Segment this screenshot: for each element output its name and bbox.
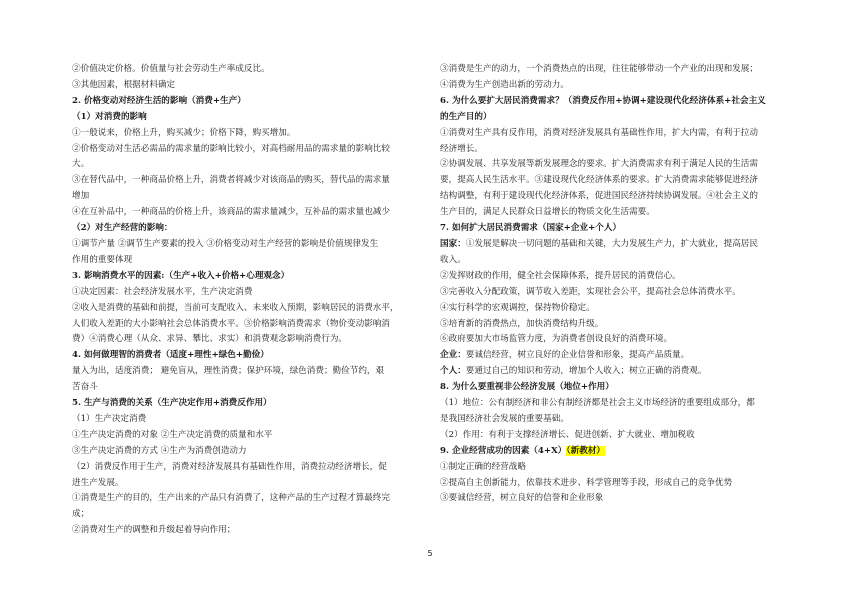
line-text: ①消费对生产具有反作用，消费对经济发展具有基础性作用，扩大内需，有利于拉动 xyxy=(440,127,758,138)
text-line xyxy=(440,348,794,364)
text-line xyxy=(440,237,794,253)
section-heading xyxy=(72,94,422,110)
line-text: 费）④消费心理（从众、求异、攀比、求实）和消费观念影响消费行为。 xyxy=(72,334,348,345)
text-line xyxy=(72,189,422,205)
text-line xyxy=(72,428,422,444)
text-line xyxy=(440,126,794,142)
left-column xyxy=(72,62,422,539)
text-line xyxy=(72,173,422,189)
new-textbook-highlight: （新教材） xyxy=(566,445,606,456)
text-line xyxy=(440,460,794,476)
line-text: 增加 xyxy=(72,191,90,202)
text-line xyxy=(72,237,422,253)
line-text: 结构调整，有利于建设现代化经济体系，促进国民经济持续协调发展。④社会主义的 xyxy=(440,191,758,202)
line-text: 进生产发展。 xyxy=(72,477,124,488)
lead-label: 国家： xyxy=(440,238,466,249)
line-text: 是我国经济社会发展的重要基础。 xyxy=(440,413,569,424)
line-text: 成； xyxy=(72,509,90,520)
line-text: 经济增长。 xyxy=(440,143,483,154)
line-text: （1）对消费的影响 xyxy=(72,111,147,122)
text-line xyxy=(72,62,422,78)
line-text: 2. 价格变动对经济生活的影响（消费+生产） xyxy=(72,95,246,106)
line-text: ③完善收入分配政策，调节收入差距，实现社会公平，提高社会总体消费水平。 xyxy=(440,286,741,297)
line-text: 苦奋斗 xyxy=(72,382,98,393)
line-text: 大。 xyxy=(72,159,90,170)
line-text: （1）地位：公有制经济和非公有制经济都是社会主义市场经济的重要组成部分，都 xyxy=(440,398,755,409)
line-text: （1）生产决定消费 xyxy=(72,413,147,424)
line-text: ①制定正确的经营战略 xyxy=(440,461,526,472)
line-text: ③要诚信经营，树立良好的信誉和企业形象 xyxy=(440,493,604,504)
line-text: （2）对生产经营的影响： xyxy=(72,223,173,234)
line-text: ④实行科学的宏观调控，保持物价稳定。 xyxy=(440,302,595,313)
line-text: 9. 企业经营成功的因素（4+X） xyxy=(440,445,567,456)
text-line xyxy=(72,412,422,428)
line-text: 要，提高人民生活水平。③建设现代化经济体系的要求。扩大消费需求能够促进经济 xyxy=(440,175,758,186)
right-column xyxy=(440,62,794,507)
section-heading xyxy=(440,221,794,237)
text-line xyxy=(72,380,422,396)
section-heading xyxy=(72,110,422,126)
text-line xyxy=(440,428,794,444)
line-text: ③在替代品中，一种商品价格上升，消费者将减少对该商品的购买，替代品的需求量 xyxy=(72,175,390,186)
line-text: 4. 如何做理智的消费者（适度+理性+绿色+勤俭） xyxy=(72,350,269,361)
text-line xyxy=(72,476,422,492)
text-line xyxy=(440,301,794,317)
line-text: （2）消费反作用于生产，消费对经济发展具有基础性作用，消费拉动经济增长，促 xyxy=(72,461,387,472)
section-heading xyxy=(72,396,422,412)
text-line xyxy=(440,476,794,492)
text-line xyxy=(72,317,422,333)
line-text: 个人：要通过自己的知识和劳动，增加个人收入；树立正确的消费观。 xyxy=(440,366,707,377)
text-line xyxy=(72,157,422,173)
line-text: ⑤培育新的消费热点，加快消费结构升级。 xyxy=(440,318,604,329)
text-line xyxy=(72,142,422,158)
text-line xyxy=(440,269,794,285)
line-text: 生产目的，满足人民群众日益增长的物质文化生活需要。 xyxy=(440,207,655,218)
section-heading xyxy=(72,221,422,237)
line-text: 5. 生产与消费的关系（生产决定作用+消费反作用） xyxy=(72,398,272,409)
lead-label: 个人： xyxy=(440,366,466,377)
line-text: ②发挥财政的作用，健全社会保障体系，提升居民的消费信心。 xyxy=(440,270,681,281)
line-text: 6. 为什么要扩大居民消费需求？（消费反作用+协调+建设现代化经济体系+社会主义 xyxy=(440,95,766,106)
text-line xyxy=(72,507,422,523)
text-line xyxy=(72,285,422,301)
text-line xyxy=(72,126,422,142)
line-text: 作用的重要体现 xyxy=(72,254,133,265)
text-line xyxy=(440,173,794,189)
text-line xyxy=(72,460,422,476)
page-number: 5 xyxy=(427,549,433,558)
line-text: 人们收入差距的大小影响社会总体消费水平。③价格影响消费需求（物价变动影响消 xyxy=(72,318,390,329)
text-line xyxy=(72,364,422,380)
text-line xyxy=(440,157,794,173)
line-text: ①决定因素：社会经济发展水平，生产决定消费 xyxy=(72,286,253,297)
text-line xyxy=(72,491,422,507)
line-text: 国家：①发展是解决一切问题的基础和关键，大力发展生产力，扩大就业，提高居民 xyxy=(440,238,758,249)
text-line xyxy=(440,205,794,221)
section-heading xyxy=(440,94,794,110)
text-line xyxy=(440,396,794,412)
line-text: 收入。 xyxy=(440,254,466,265)
text-line xyxy=(440,317,794,333)
section-heading xyxy=(72,348,422,364)
line-text: 7. 如何扩大居民消费需求（国家+企业+个人） xyxy=(440,223,622,234)
line-text: ②价值决定价格。价值量与社会劳动生产率成反比。 xyxy=(72,64,270,74)
line-text: ①消费是生产的目的，生产出来的产品只有消费了，这种产品的生产过程才算最终完 xyxy=(72,493,390,504)
text-line xyxy=(72,523,422,539)
line-text: ②提高自主创新能力，依靠技术进步、科学管理等手段，形成自己的竞争优势 xyxy=(440,477,733,488)
text-line xyxy=(440,285,794,301)
text-line xyxy=(72,332,422,348)
line-text: ②收入是消费的基础和前提，当前可支配收入、未来收入预期，影响居民的消费水平， xyxy=(72,302,399,313)
section-heading xyxy=(440,380,794,396)
text-line xyxy=(440,62,794,78)
line-text: ②价格变动对生活必需品的需求量的影响比较小，对高档耐用品的需求量的影响比较 xyxy=(72,143,390,154)
text-line xyxy=(72,78,422,94)
line-text: ②协调发展、共享发展等新发展理念的要求。扩大消费需求有利于满足人民的生活需 xyxy=(440,159,758,170)
line-text: ③生产决定消费的方式 ④生产为消费创造动力 xyxy=(72,445,247,456)
text-line xyxy=(72,205,422,221)
line-text: 8. 为什么要重视非公经济发展（地位+作用） xyxy=(440,382,614,393)
text-line xyxy=(440,78,794,94)
section-heading xyxy=(72,269,422,285)
line-text: ④消费为生产创造出新的劳动力。 xyxy=(440,79,569,90)
line-text: ①一般说来，价格上升，购买减少；价格下降，购买增加。 xyxy=(72,127,296,138)
text-line xyxy=(440,332,794,348)
line-text: （2）作用：有利于支撑经济增长、促进创新、扩大就业、增加税收 xyxy=(440,429,695,440)
line-text: ③其他因素，根据材料确定 xyxy=(72,79,176,90)
line-text: 3. 影响消费水平的因素:（生产+收入+价格+心理观念） xyxy=(72,270,290,281)
text-line xyxy=(440,253,794,269)
line-text: ③消费是生产的动力，一个消费热点的出现，往往能够带动一个产业的出现和发展； xyxy=(440,64,758,74)
line-text: 量入为出，适度消费； 避免盲从，理性消费；保护环境，绿色消费；勤俭节约，艰 xyxy=(72,366,385,377)
line-text: ①生产决定消费的对象 ②生产决定消费的质量和水平 xyxy=(72,429,273,440)
text-line xyxy=(440,189,794,205)
text-line xyxy=(72,301,422,317)
text-line xyxy=(440,412,794,428)
section-heading xyxy=(440,110,794,126)
lead-label: 企业： xyxy=(440,350,466,361)
section-heading xyxy=(440,444,794,460)
text-line xyxy=(440,142,794,158)
line-text: ①调节产量 ②调节生产要素的投入 ③价格变动对生产经营的影响是价值规律发生 xyxy=(72,238,379,249)
line-text: ⑥政府要加大市场监管力度，为消费者创设良好的消费环境。 xyxy=(440,334,673,345)
text-line xyxy=(440,491,794,507)
text-line xyxy=(72,253,422,269)
text-line xyxy=(440,364,794,380)
line-text: ②消费对生产的调整和升级起着导向作用； xyxy=(72,525,236,536)
line-text: 的生产目的） xyxy=(440,111,492,122)
line-text: ④在互补品中，一种商品的价格上升，该商品的需求量减少，互补品的需求量也减少 xyxy=(72,207,390,218)
text-line xyxy=(72,444,422,460)
line-text: 企业：要诚信经营，树立良好的企业信誉和形象，提高产品质量。 xyxy=(440,350,690,361)
